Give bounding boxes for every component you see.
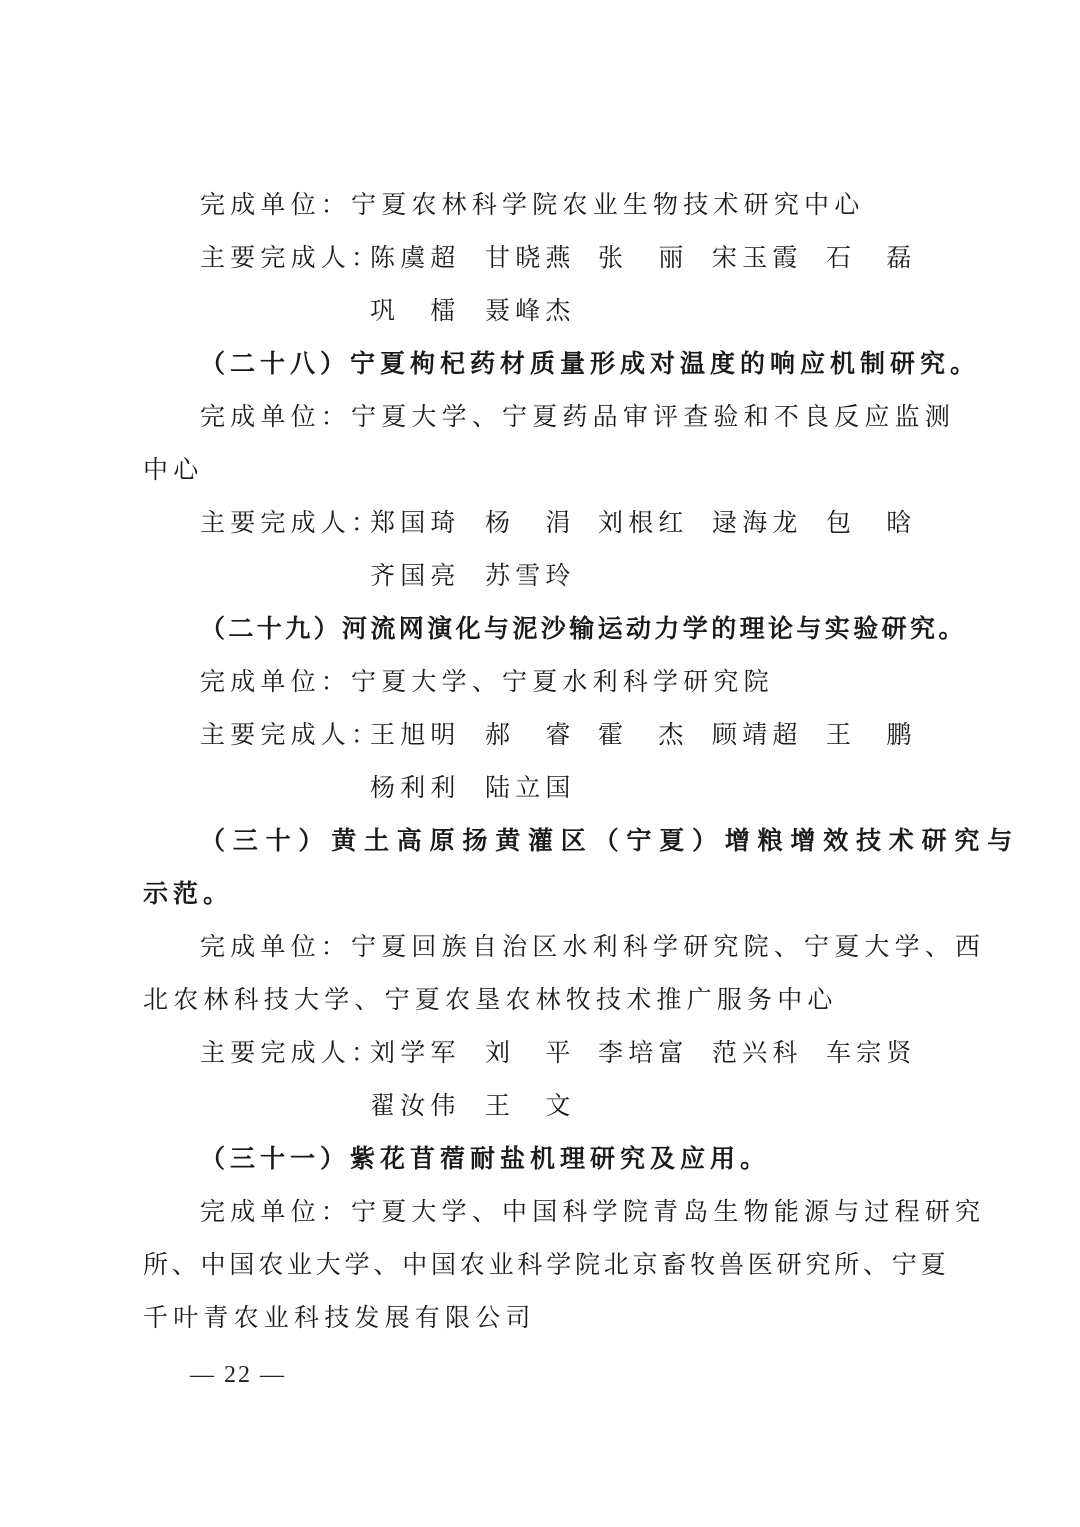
- completion-unit-text: 宁夏大学、宁夏药品审评查验和不良反应监测: [351, 402, 956, 431]
- contributor-name: 刘根红: [598, 508, 689, 537]
- completion-unit-line: [200, 400, 955, 434]
- contributor-name: 郝 睿: [485, 720, 576, 749]
- contributor-name: 王 鹏: [826, 720, 917, 749]
- completion-unit-continued: 千叶青农业科技发展有限公司: [143, 1303, 536, 1332]
- completion-unit-text: 宁夏大学、宁夏水利科学研究院: [351, 667, 774, 696]
- contributor-name: 刘 平: [485, 1038, 576, 1067]
- main-contributors-row: [200, 718, 940, 752]
- completion-unit-continued: 北农林科技大学、宁夏农垦农林牧技术推广服务中心: [143, 985, 838, 1014]
- contributor-name: 甘晓燕: [485, 243, 576, 272]
- main-contributors-label: 主要完成人：: [200, 1038, 382, 1067]
- page-number: — 22 —: [190, 1362, 286, 1388]
- completion-unit-text: 宁夏回族自治区水利科学研究院、宁夏大学、西: [351, 932, 986, 961]
- main-contributors-row-continued: [370, 559, 770, 593]
- section-heading-30: （三十）黄土高原扬黄灌区（宁夏）增粮增效技术研究与: [200, 826, 1021, 855]
- contributor-name: 宋玉霞: [712, 243, 803, 272]
- completion-unit-label: 完成单位：: [200, 1197, 352, 1226]
- contributor-name: 陈虞超: [370, 243, 461, 272]
- completion-unit-label: 完成单位：: [200, 402, 352, 431]
- section-heading-30-continued: 示范。: [143, 879, 234, 908]
- main-contributors-row-continued: [370, 1089, 770, 1123]
- contributor-name: 张 丽: [598, 243, 689, 272]
- contributor-name: 范兴科: [712, 1038, 803, 1067]
- completion-unit-line: [200, 665, 774, 699]
- contributor-name: 王 文: [485, 1091, 576, 1120]
- completion-unit-text: 宁夏农林科学院农业生物技术研究中心: [351, 190, 865, 219]
- completion-unit-line: [200, 1195, 985, 1229]
- contributor-name: 石 磊: [826, 243, 917, 272]
- main-contributors-label: 主要完成人：: [200, 720, 382, 749]
- main-contributors-label: 主要完成人：: [200, 508, 382, 537]
- contributor-name: 车宗贤: [826, 1038, 917, 1067]
- contributor-name: 齐国亮: [370, 561, 461, 590]
- contributor-name: 李培富: [598, 1038, 689, 1067]
- section-heading-29: （二十九）河流网演化与泥沙输运动力学的理论与实验研究。: [200, 614, 967, 643]
- contributor-name: 王旭明: [370, 720, 461, 749]
- contributor-name: 巩 檑: [370, 296, 461, 325]
- main-contributors-row-continued: [370, 294, 770, 328]
- contributor-name: 郑国琦: [370, 508, 461, 537]
- contributor-name: 杨 涓: [485, 508, 576, 537]
- section-heading-31: （三十一）紫花苜蓿耐盐机理研究及应用。: [200, 1144, 771, 1173]
- contributor-name: 刘学军: [370, 1038, 461, 1067]
- contributor-name: 杨利利: [370, 773, 461, 802]
- contributor-name: 陆立国: [485, 773, 576, 802]
- contributor-name: 顾靖超: [712, 720, 803, 749]
- contributor-name: 包 晗: [826, 508, 917, 537]
- main-contributors-label: 主要完成人：: [200, 243, 382, 272]
- completion-unit-line: [200, 930, 985, 964]
- completion-unit-label: 完成单位：: [200, 190, 352, 219]
- main-contributors-row: [200, 1036, 940, 1070]
- completion-unit-continued: 所、中国农业大学、中国农业科学院北京畜牧兽医研究所、宁夏: [143, 1250, 950, 1279]
- contributor-name: 聂峰杰: [485, 296, 576, 325]
- completion-unit-continued: 中心: [143, 455, 204, 484]
- main-contributors-row: [200, 241, 940, 275]
- completion-unit-line: [200, 188, 864, 222]
- contributor-name: 霍 杰: [598, 720, 689, 749]
- main-contributors-row: [200, 506, 940, 540]
- contributor-name: 逯海龙: [712, 508, 803, 537]
- completion-unit-label: 完成单位：: [200, 667, 352, 696]
- completion-unit-text: 宁夏大学、中国科学院青岛生物能源与过程研究: [351, 1197, 986, 1226]
- contributor-name: 翟汝伟: [370, 1091, 461, 1120]
- contributor-name: 苏雪玲: [485, 561, 576, 590]
- section-heading-28: （二十八）宁夏枸杞药材质量形成对温度的响应机制研究。: [200, 349, 981, 378]
- completion-unit-label: 完成单位：: [200, 932, 352, 961]
- main-contributors-row-continued: [370, 771, 770, 805]
